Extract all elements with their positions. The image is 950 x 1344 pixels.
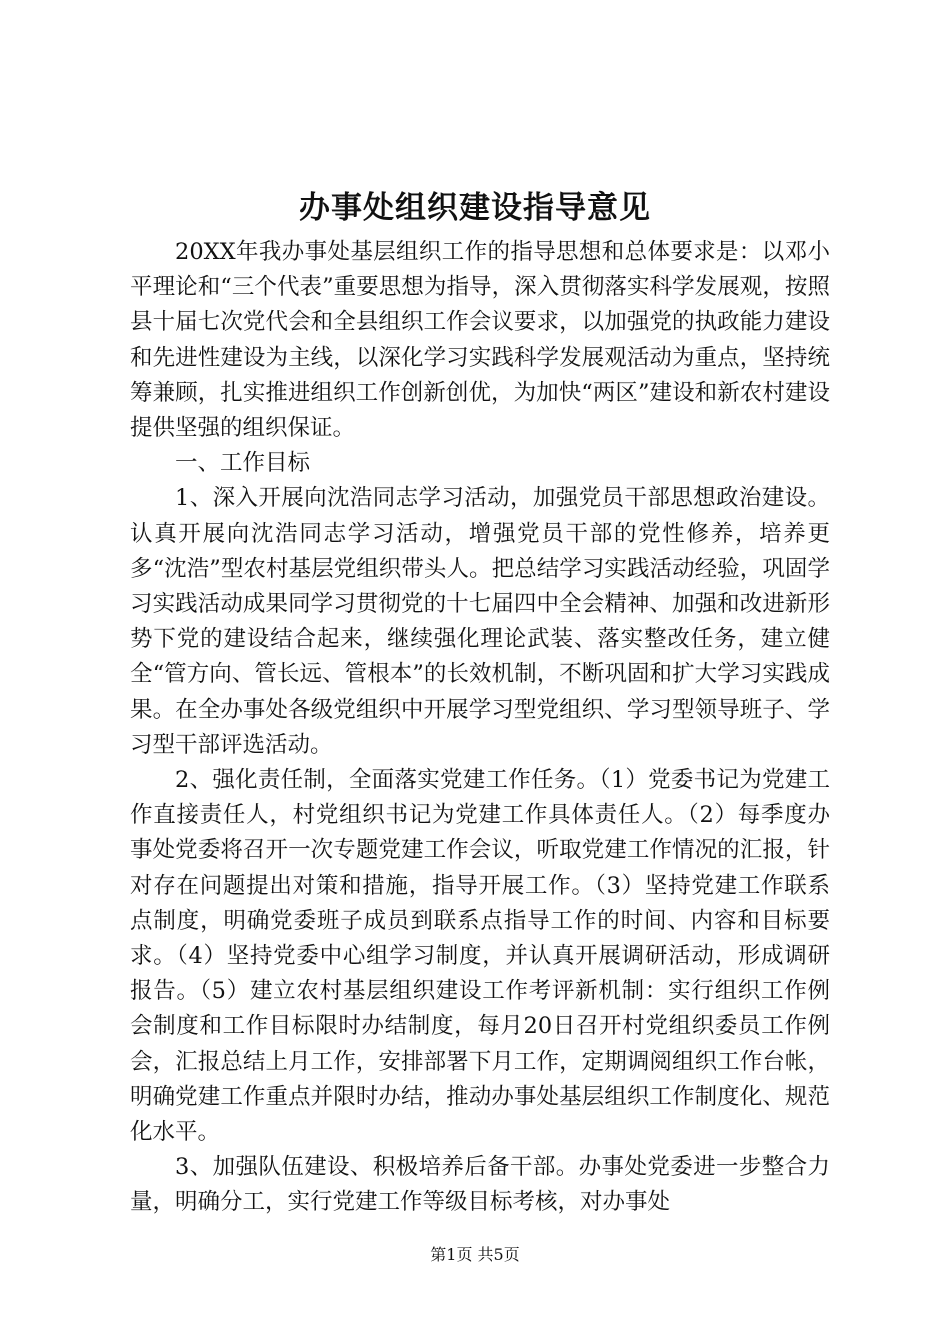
paragraph-goal-3: 3、加强队伍建设、积极培养后备干部。办事处党委进一步整合力量，明确分工，实行党建工作等级目标考核，对办事处	[130, 1154, 830, 1216]
paragraph-intro: 20XX年我办事处基层组织工作的指导思想和总体要求是：以邓小平理论和“三个代表”重要思想为指导，深入贯彻落实科学发展观，按照县十届七次党代会和全县组织工作会议要求，以加强党的执政能力建设和先进性建设为主线，以深化学习实践科学发展观活动为重点，坚持统筹兼顾，扎实推进组织工作创新创优，为加快“两区”建设和新农村建设提供坚强的组织保证。	[130, 239, 830, 442]
section-heading-work-goals: 一、工作目标	[175, 450, 311, 477]
document-title: 办事处组织建设指导意见	[299, 190, 651, 226]
document-body	[130, 235, 830, 1221]
paragraph-goal-2: 2、强化责任制，全面落实党建工作任务。（1）党委书记为党建工作直接责任人，村党组织书记为党建工作具体责任人。（2）每季度办事处党委将召开一次专题党建工作会议，听取党建工作情况的汇报，针对存在问题提出对策和措施，指导开展工作。（3）坚持党建工作联系点制度，明确党委班子成员到联系点指导工作的时间、内容和目标要求。（4）坚持党委中心组学习制度，并认真开展调研活动，形成调研报告。（5）建立农村基层组织建设工作考评新机制：实行组织工作例会制度和工作目标限时办结制度，每月20日召开村党组织委员工作例会，汇报总结上月工作，安排部署下月工作，定期调阅组织工作台帐，明确党建工作重点并限时办结，推动办事处基层组织工作制度化、规范化水平。	[130, 767, 830, 1146]
paragraph-goal-1: 1、深入开展向沈浩同志学习活动，加强党员干部思想政治建设。认真开展向沈浩同志学习活动，增强党员干部的党性修养，培养更多“沈浩”型农村基层党组织带头人。把总结学习实践活动经验，巩固学习实践活动成果同学习贯彻党的十七届四中全会精神、加强和改进新形势下党的建设结合起来，继续强化理论武装、落实整改任务，建立健全“管方向、管长远、管根本”的长效机制，不断巩固和扩大学习实践成果。在全办事处各级党组织中开展学习型党组织、学习型领导班子、学习型干部评选活动。	[130, 485, 830, 758]
page-number-footer: 第1页 共5页	[430, 1245, 520, 1264]
